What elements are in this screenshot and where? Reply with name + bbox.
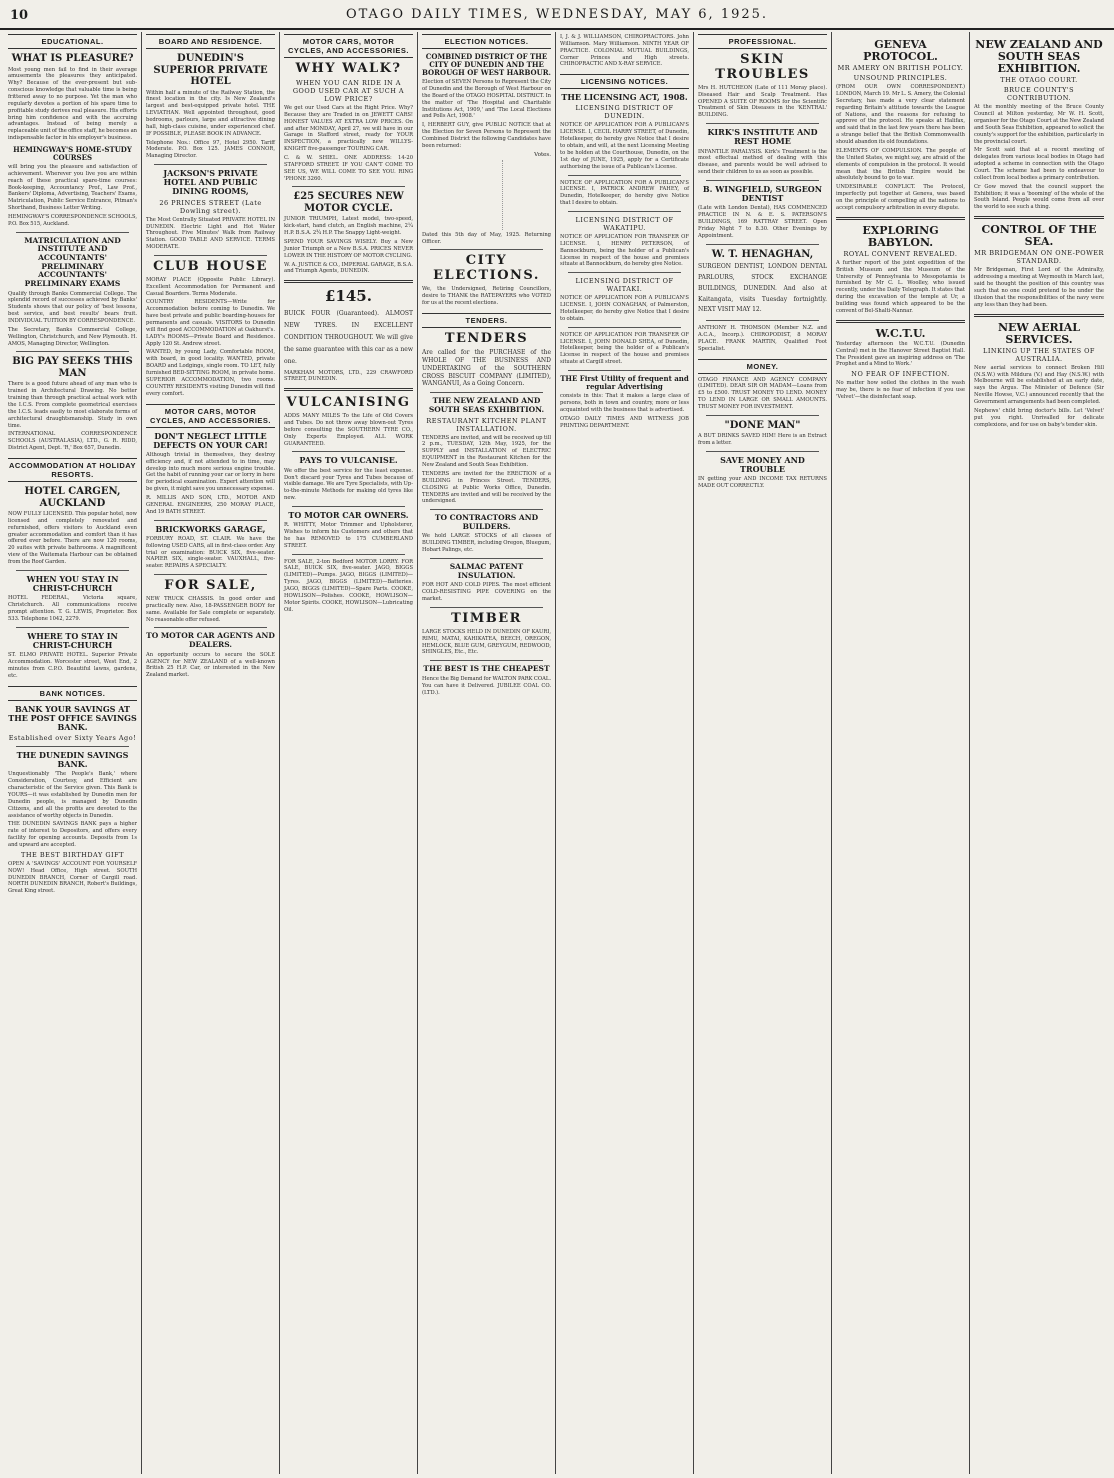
section-money: MONEY. bbox=[698, 359, 827, 374]
page-number: 10 bbox=[10, 8, 29, 23]
ad-headline: WHY WALK? bbox=[295, 61, 402, 76]
article-headline: CONTROL OF THE SEA. bbox=[981, 223, 1097, 249]
section-board-residence: BOARD AND RESIDENCE. bbox=[146, 34, 275, 49]
ad-text: Most young men fail to find in their average amusements the pleasures they anticipated. Why? Because of the ever-present but sub-conscious knowledge that valuable time is being frittered away to no purpose. Yet the man who regularly devotes a portion of his spare time to profitable study derives real pleasure. His efforts bring him confidence and with the accruing advantages. Instead of being merely a replaceable unit of the office staff, he becomes an indispensable factor in his employer's business. bbox=[8, 66, 137, 142]
ad-text: NOTICE OF APPLICATION FOR A PUBLICAN'S LICENSE. I, PATRICK ANDREW FAHEY, of Dunedin, Hotelkeeper, do hereby give Notice that I desire to obtain. bbox=[560, 179, 689, 207]
ad-headline: DUNEDIN'S SUPERIOR PRIVATE HOTEL bbox=[153, 53, 268, 87]
column-board-residence bbox=[142, 32, 280, 1474]
ad-headline: CLUB HOUSE bbox=[153, 258, 268, 274]
article-text: (FROM OUR OWN CORRESPONDENT.) LONDON, March 19. Mr L. S. Amery, the Colonial Secretary, has made a very clear statement regarding Britain's attitude towards the League of Nations, and the reasons for refusing to approve of the protocol. He speaks at Halifax, and said that in the last few years there has been a strange belief that the British Commonwealth should abandon its old foundations. bbox=[836, 84, 965, 146]
ad-subheading: LICENSING DISTRICT OF WAITAKI. bbox=[575, 277, 674, 294]
ad-headline: FOR SALE, bbox=[164, 578, 257, 594]
ad-subheading: WHEN YOU CAN RIDE IN A GOOD USED CAR AT SUCH A LOW PRICE? bbox=[292, 78, 405, 103]
ad-text: FORBURY ROAD, ST. CLAIR. We have the following USED CARS, all in first-class order. Any trial or examination: BUICK SIX, five-seater. NAPIER SIX, single-seater. VAUXHALL, five-seater. REPAIRS A SPECIALTY. bbox=[146, 535, 275, 570]
ad-text: ST. ELMO PRIVATE HOTEL. Superior Private Accommodation. Worcester street, West End, 2 minutes from C.P.O. Beautiful lawns, gardens, etc. bbox=[8, 652, 137, 679]
ad-text: The Most Centrally Situated PRIVATE HOTEL IN DUNEDIN. Electric Light and Hot Water Throughout. Five Minutes' Walk from Railway Station. GOOD TABLE AND SERVICE. TERMS MODERATE. bbox=[146, 216, 275, 251]
ad-text: Mrs H. HUTCHEON (Late of 111 Moray place). Diseased Hair and Scalp Treatment. Has OPENED A SUITE OF ROOMS for the Scientific Treatment of Skin Diseases in the 'KENTRAL' BUILDING. bbox=[698, 84, 827, 119]
ad-headline: SKIN TROUBLES bbox=[715, 52, 810, 82]
section-bank-notices: BANK NOTICES. bbox=[8, 686, 137, 701]
ad-headline: SAVE MONEY AND TROUBLE bbox=[720, 455, 805, 475]
ad-subheading: RESTAURANT KITCHEN PLANT INSTALLATION. bbox=[426, 416, 547, 433]
ad-headline: THE LICENSING ACT, 1908. bbox=[561, 92, 688, 103]
ad-text: BUICK FOUR (Guaranteed). ALMOST NEW TYRES. IN EXCELLENT CONDITION THROUGHOUT. We will give the same guarantee with this car as a new one. bbox=[284, 309, 413, 365]
ad-headline: WHEN YOU STAY IN CHRIST-CHURCH bbox=[26, 573, 119, 594]
ad-headline: TO MOTOR CAR AGENTS AND DEALERS. bbox=[146, 631, 275, 650]
ad-address: The Secretary, Banks Commercial College, Wellington, Christchurch, and New Plymouth. H. AMOS, Managing Director, Wellington. bbox=[8, 326, 137, 347]
ad-text: ADDS MANY MILES To the Life of Old Covers and Tubes. Do not throw away blown-out Tyres before consulting the SOUTHERN TYRE CO., Only Experts Employed. ALL WORK GUARANTEED. bbox=[284, 413, 413, 447]
ad-headline: TO MOTOR CAR OWNERS. bbox=[288, 509, 409, 520]
article-subheading: BRUCE COUNTY'S CONTRIBUTION. bbox=[1003, 86, 1075, 103]
ad-headline: BRICKWORKS GARAGE, bbox=[155, 523, 266, 534]
article-subheading: MR AMERY ON BRITISH POLICY. bbox=[837, 64, 964, 73]
ad-subheading: LICENSING DISTRICT OF WAKATIPU. bbox=[575, 215, 674, 232]
ad-text: THE DUNEDIN SAVINGS BANK pays a higher rate of interest to Depositors, and offers every facility for opening accounts. Deposits from 1s and upward are accepted. bbox=[8, 821, 137, 849]
column-licensing bbox=[556, 32, 694, 1474]
ad-text: We hold LARGE STOCKS of all classes of BUILDING TIMBER, including Oregon, Bluegum, Hobart Palings, etc. bbox=[422, 533, 551, 554]
ad-headline: PAYS TO VULCANISE. bbox=[299, 455, 398, 466]
ad-text: IN getting your AND INCOME TAX RETURNS MADE OUT CORRECTLY. bbox=[698, 476, 827, 490]
ad-headline: THE BEST IS THE CHEAPEST bbox=[423, 664, 550, 674]
ad-headline: HOTEL CARGEN, AUCKLAND bbox=[24, 486, 121, 509]
article-text: UNDESIRABLE CONFLICT. The Protocol, imperfectly put together at Geneva, was based on the principle of compelling all the nations to accept compulsory arbitration in every dispute. bbox=[836, 184, 965, 211]
ad-text: FOR HOT AND COLD PIPES. The most efficient COLD-RESISTING PIPE COVERING on the market. bbox=[422, 582, 551, 603]
ad-text: LARGE STOCKS HELD IN DUNEDIN OF KAURI, RIMU, MATAI, KAHIKATEA, BEECH, OREGON, HEMLOCK, BLUE GUM, GREYGUM, REDWOOD, SHINGLES, Etc., Etc. bbox=[422, 628, 551, 656]
ad-text: R. WHITTY, Motor Trimmer and Upholsterer, Wishes to inform his Customers and others that he has REMOVED to 175 CUMBERLAND STREET. bbox=[284, 522, 413, 549]
ad-address: R. MILLIS AND SON, LTD., MOTOR AND GENERAL ENGINEERS, 250 MORAY PLACE, And 19 BATH STREET. bbox=[146, 495, 275, 515]
ad-headline: SALMAC PATENT INSULATION. bbox=[449, 562, 524, 580]
ad-text: NOTICE OF APPLICATION FOR TRANSFER OF LICENSE. I, HENRY PETERSON, of Bannockburn, being the holder of a Publican's License in respect of the house and premises situate at Bannockburn, do hereby give Notice. bbox=[560, 233, 689, 268]
section-tenders: TENDERS. bbox=[422, 313, 551, 328]
ad-address: HEMINGWAY'S CORRESPONDENCE SCHOOLS, P.O. Box 515, Auckland. bbox=[8, 214, 137, 227]
newspaper-title: OTAGO DAILY TIMES, WEDNESDAY, MAY 6, 1925. bbox=[345, 7, 769, 22]
ad-headline: KIRK'S INSTITUTE AND REST HOME bbox=[707, 127, 818, 147]
article-headline: NEW ZEALAND AND SOUTH SEAS EXHIBITION. bbox=[975, 38, 1103, 76]
ad-text: NOTICE OF APPLICATION FOR A PUBLICAN'S LICENSE. I, CECIL HARRY STREET, of Dunedin, Hotelkeeper, do hereby give Notice that I desire to obtain, and will, at the next Licensing Meeting to be holden at the Courthouse, Dunedin, on the 1st day of JUNE, 1925, apply for a Certificate authorising the issue of a Publican's License. bbox=[560, 122, 689, 170]
article-text: New aerial services to connect Broken Hill (N.S.W.) with Mildura (V.) and Hay (N.S.W.) with Melbourne will be established at an early date, says the Argus. The Minister of Defence (Sir Neville Howse, V.C.) announced recently that the Government arrangements had been completed. bbox=[974, 364, 1104, 405]
ad-text: Dated this 5th day of May, 1925. Returning Officer. bbox=[422, 231, 551, 245]
ad-headline: HEMINGWAY'S HOME-STUDY COURSES bbox=[13, 144, 132, 162]
ad-text: An opportunity occurs to secure the SOLE AGENCY for NEW ZEALAND of a well-known British 25 H.P. Car, or interested in the New Zealand market. bbox=[146, 651, 275, 679]
classified-text: COUNTRY RESIDENTS—Write for Accommodation before coming to Dunedin. We have best private and public boarding-houses for permanents and casuals. VISITORS to Dunedin will find good ACCOMMODATION at Oakhurst's. LADY's ROOMS—Private Board and Residence. Apply 120 St. Andrew street. bbox=[146, 299, 275, 347]
article-text: Mr Scott said that at a recent meeting of delegates from various local bodies in Otago had adopted a scheme in connection with the Otago Court. The scheme had been to endeavour to collect from local bodies a primary contribution. bbox=[974, 147, 1104, 181]
ad-text: JUNIOR TRIUMPH, Latest model, two-speed, kick-start, hand clutch, an English machine, 2¼ H.P. B.S.A. 2¾ H.P. The Snappy Light-weight. bbox=[284, 216, 413, 237]
ad-address: INTERNATIONAL CORRESPONDENCE SCHOOLS (AUSTRALASIA), LTD., G. R. RIDD, District Agent, Dept. 'R,' Box 657, Dunedin. bbox=[8, 431, 137, 452]
ad-text: HOTEL FEDERAL, Victoria square, Christchurch. All communications receive prompt attention. T. G. LEWIS, Proprietor. Box 533. Telephone 1042, 2279. bbox=[8, 595, 137, 622]
ad-text: INFANTILE PARALYSIS. Kirk's Treatment is the most effectual method of dealing with this disease, and parents would be well advised to send their children to us as soon as possible. bbox=[698, 148, 827, 176]
ad-headline: BIG PAY SEEKS THIS MAN bbox=[12, 356, 133, 379]
ad-headline: "DONE MAN" bbox=[724, 419, 801, 431]
ad-subheading: THE BEST BIRTHDAY GIFT bbox=[21, 850, 124, 859]
section-educational: EDUCATIONAL. bbox=[8, 34, 137, 49]
article-subheading: ROYAL CONVENT REVEALED. bbox=[843, 249, 958, 258]
section-election-notices: ELECTION NOTICES. bbox=[422, 34, 551, 49]
ad-headline: COMBINED DISTRICT OF THE CITY OF DUNEDIN AND THE BOROUGH OF WEST HARBOUR. bbox=[422, 52, 551, 78]
ad-headline: DON'T NEGLECT LITTLE DEFECTS ON YOUR CAR! bbox=[153, 430, 268, 450]
classified-text: WANTED, by young Lady, Comfortable ROOM, with board, in good locality. WANTED, private BOARD and Lodgings, single room. TO LET, fully furnished BED-SITTING ROOM, in private home. SUPERIOR ACCOMMODATION, two rooms. COUNTRY RESIDENTS visiting Dunedin will find every comfort. bbox=[146, 349, 275, 397]
column-professional bbox=[694, 32, 832, 1474]
ad-text: NOW FULLY LICENSED. This popular hotel, now licensed and completely renovated and refurnished, offers visitors to Auckland even greater accommodation and comfort than it has offered ever before. There are now 120 rooms, 20 suites with private bathrooms. A magnificent view of the Waitemata Harbour can be obtained from the Roof Garden. bbox=[8, 511, 137, 566]
ad-headline: W. T. HENAGHAN, bbox=[711, 248, 814, 260]
ad-headline: THE NEW ZEALAND AND SOUTH SEAS EXHIBITION. bbox=[428, 396, 545, 414]
ad-headline: JACKSON'S PRIVATE HOTEL AND PUBLIC DINING ROOMS, bbox=[163, 168, 258, 197]
ad-text: ANTHONY H. THOMSON (Member N.Z. and A.C.A., Incorp.). CHIROPODIST, 8 MORAY PLACE. FRANK MARTIN, Qualified Foot Specialist. bbox=[698, 325, 827, 352]
ad-subheading: LICENSING DISTRICT OF DUNEDIN. bbox=[575, 104, 674, 121]
section-accommodation: ACCOMMODATION AT HOLIDAY RESORTS. bbox=[8, 458, 137, 482]
ad-text: will bring you the pleasure and satisfaction of achievement. Wherever you live you are within reach of these practical spare-time courses: Book-keeping, Accountancy Prof., Law Prof., Bankers' Diploma, Advertising, Teachers' Exams, Matriculation, Public Service Entrance, Pitman's Shorthand, Business Letter Writing. bbox=[8, 164, 137, 212]
ad-text: A BUT DRINKS SAVED HIM! Here is an Extract from a letter. bbox=[698, 433, 827, 447]
article-headline: W.C.T.U. bbox=[875, 326, 926, 340]
ad-headline: THE First Utility of frequent and regular Advertising bbox=[560, 373, 689, 392]
ad-text: Within half a minute of the Railway Station, the finest location in the city. Is New Zealand's largest and best-equipped private hotel. THE LEVIATHAN. Well appointed throughout, good bedrooms, parlours, large and attractive dining hall, high-class cuisine, under experienced chef. IF POSSIBLE, PLEASE BOOK IN ADVANCE. bbox=[146, 89, 275, 137]
section-motor-cars: MOTOR CARS, MOTOR CYCLES, AND ACCESSORIES. bbox=[146, 404, 275, 428]
ad-headline: MATRICULATION AND INSTITUTE AND ACCOUNTANTS' PRELIMINARY ACCOUNTANTS' PRELIMINARY EXAMS bbox=[24, 235, 121, 288]
ad-text: consists in this: That it makes a large class of persons, both in town and country, more or less acquainted with the business that is advertised. bbox=[560, 393, 689, 413]
ad-text: NOTICE OF APPLICATION FOR A PUBLICAN'S LICENSE. I, JOHN CONAGHAN, of Palmerston, Hotelkeeper, do hereby give Notice that I desire to obtain. bbox=[560, 295, 689, 322]
ad-headline: THE DUNEDIN SAVINGS BANK. bbox=[16, 750, 129, 770]
masthead bbox=[0, 0, 1114, 30]
ad-subheading: 26 PRINCES STREET (Late Dowling street). bbox=[159, 198, 262, 215]
section-motor-cars: MOTOR CARS, MOTOR CYCLES, AND ACCESSORIES. bbox=[284, 34, 413, 58]
ad-text: I, HERBERT GUY, give PUBLIC NOTICE that at the Election for Seven Persons to Represent the Combined District the following Candidates have been returned: bbox=[422, 122, 551, 149]
ad-text: We, the Undersigned, Retiring Councillors, desire to THANK the RATEPAYERS who VOTED for us at the recent elections. bbox=[422, 286, 551, 307]
ad-headline: TIMBER bbox=[451, 610, 522, 626]
ad-text: SPEND YOUR SAVINGS WISELY. Buy a New Junior Triumph or a New B.S.A. PRICES NEVER LOWER IN THE HISTORY OF MOTOR CYCLING. bbox=[284, 238, 413, 259]
article-text: No matter how soiled the clothes in the wash may be, there is no fear of infection if you use 'Velvet'—the disinfectant soap. bbox=[836, 380, 965, 400]
ad-headline-price: £145. bbox=[325, 287, 372, 306]
article-subheading: NO FEAR OF INFECTION. bbox=[851, 370, 950, 379]
classified-text: FOR SALE, 2-ton Bedford MOTOR LORRY. FOR SALE, BUICK SIX, five-seater. JAGO, BIGGS (LIMITED)—Pumps. JAGO, BIGGS (LIMITED)—Tyres. JAGO, BIGGS (LIMITED)—Batteries. JAGO, BIGGS (LIMITED)—Spare Parts. COOKE, HOWLISON—Polishes. COOKE, HOWLISON—Motor Spirits. COOKE, HOWLISON—Lubricating Oil. bbox=[284, 558, 413, 613]
ad-subheading: Established over Sixty Years Ago! bbox=[8, 734, 137, 743]
ad-text: (Late with London Dental), HAS COMMENCED PRACTICE IN N. & E. S. PATERSON'S BUILDINGS, 169 RATTRAY STREET. Open Friday Night 7 to 8.30. Other Evenings by Appointment. bbox=[698, 205, 827, 239]
ad-text: I, J. & J. WILLIAMSON, CHIROPRACTORS. John Williamson. Mary Williamson. NINTH YEAR OF PRACTICE. COLONIAL MUTUAL BUILDINGS, Corner Princes and High streets. CHIROPRACTIC AND X-RAY SERVICE. bbox=[560, 34, 689, 68]
ad-text: MORAY PLACE (Opposite Public Library). Excellent Accommodation for Permanent and Casual Boarders. Terms Moderate. bbox=[146, 276, 275, 297]
article-subheading: LINKING UP THE STATES OF AUSTRALIA. bbox=[983, 346, 1095, 363]
ad-text: SURGEON DENTIST, LONDON DENTAL PARLOURS, STOCK EXCHANGE BUILDINGS, DUNEDIN. And also at Kaitangata, visits Tuesday fortnightly. NEXT VISIT MAY 12. bbox=[698, 263, 827, 314]
ad-address: C. & W. SHIEL. ONE ADDRESS: 14-20 STAFFORD STREET. IF YOU CAN'T COME TO SEE US, WE WILL COME TO SEE YOU. RING 'PHONE 3260. bbox=[284, 154, 413, 182]
ad-address: Telephone Nos.: Office 97, Hotel 2950. Tariff Moderate. P.O. Box 125. JAMES CONNOR, Managing Director. bbox=[146, 139, 275, 160]
ad-text: TENDERS are invited, and will be received up till 2 p.m., TUESDAY, 12th May, 1925, for the SUPPLY and INSTALLATION of ELECTRIC EQUIPMENT in the Restaurant Kitchen for the New Zealand and South Seas Exhibition. bbox=[422, 434, 551, 469]
article-subheading: MR BRIDGEMAN ON ONE-POWER STANDARD. bbox=[974, 249, 1104, 266]
ad-text: OTAGO DAILY TIMES AND WITNESS JOB PRINTING DEPARTMENT. bbox=[560, 415, 689, 429]
ad-text: Unquestionably 'The People's Bank,' where Consideration, Courtesy, and Efficient are characteristic of the Service given. This Bank is YOURS—it was established by Dunedin men for Dunedin people, is managed by Dunedin Citizens, and all the profits are devoted to the assistance of worthy objects in Dunedin. bbox=[8, 771, 137, 819]
ad-headline: B. WINGFIELD, SURGEON DENTIST bbox=[702, 183, 823, 204]
article-text: ELEMENTS OF COMPULSION. The people of the United States, we might say, are afraid of the elements of compulsion in the protocol. It would mean that the British Empire would be absolutely bound to go to war. bbox=[836, 147, 965, 182]
ad-headline: £25 SECURES NEW MOTOR CYCLE. bbox=[293, 191, 404, 214]
newspaper-columns bbox=[4, 32, 1110, 1474]
ad-text: Election of SEVEN Persons to Represent the City of Dunedin and the Borough of West Harbour on the Board of the OTAGO HOSPITAL DISTRICT. In the matter of 'The Hospital and Charitable Institutions Act, 1909,' and 'The Local Elections and Polls Act, 1908.' bbox=[422, 79, 551, 120]
ad-text: Although trivial in themselves, they destroy efficiency and, if not attended to in time, may develop into much more serious engine trouble. Get the habit of running your car or lorry in here for periodical examination. Expert attention will be given, it might save you unnecessary expense. bbox=[146, 451, 275, 493]
column-election-tenders bbox=[418, 32, 556, 1474]
article-text: Nephews' child bring doctor's bills. Let 'Velvet' put you right. Unrivalled for delicate complexions, and for use on baby's tender skin. bbox=[974, 407, 1104, 428]
ad-text: We offer the best service for the least expense. Don't discard your Tyres and Tubes because of visible damage. We are Tyre Specialists, with Up-to-the-minute Methods for making old tyres like new. bbox=[284, 467, 413, 502]
ad-headline: CITY ELECTIONS. bbox=[433, 253, 540, 284]
ad-text: OPEN A 'SAVINGS' ACCOUNT FOR YOURSELF NOW! Head Office, High street. SOUTH DUNEDIN BRANCH, Corner of Cargill road. NORTH DUNEDIN BRANCH, Robert's Buildings, Great King street. bbox=[8, 860, 137, 895]
ad-text: There is a good future ahead of any man who is trained in Architectural Drawing. No better training than through practical actual work with the I.C.S. From complete geometrical exercises the I.C.S. leads easily to most elaborate forms of architectural draughtsmanship. Study in own time. bbox=[8, 381, 137, 429]
column-educational bbox=[4, 32, 142, 1474]
section-licensing-notices: LICENSING NOTICES. bbox=[560, 74, 689, 89]
article-headline: NEW AERIAL SERVICES. bbox=[997, 320, 1081, 346]
ad-text: Qualify through Banks Commercial College. The splendid record of successes achieved by Banks' Students shows that our policy of 'best lessons, best service, and best results' bears fruit. INDIVIDUAL TUITION BY CORRESPONDENCE. bbox=[8, 290, 137, 324]
ad-headline: WHAT IS PLEASURE? bbox=[11, 53, 134, 64]
ad-text: We get our Used Cars at the Right Price. Why? Because they are Traded in on JEWETT CARS! HONEST VALUES AT EXTRA LOW PRICES. On and after MONDAY, April 27, we will have in our Garage in Stafford street, ready for YOUR INSPECTION, a practically new WILLYS-KNIGHT five-passenger TOURING CAR. bbox=[284, 104, 413, 153]
ad-headline: VULCANISING bbox=[286, 395, 411, 411]
ad-headline: TENDERS bbox=[444, 330, 529, 346]
ad-headline: WHERE TO STAY IN CHRIST-CHURCH bbox=[27, 630, 118, 650]
ad-headline: TO CONTRACTORS AND BUILDERS. bbox=[434, 513, 539, 531]
ad-text: Are called for the PURCHASE of the WHOLE OF THE BUSINESS AND UNDERTAKING of the SOUTHERN CROSS BISCUIT COMPANY (LIMITED), WANGANUI, As a Going Concern. bbox=[422, 348, 551, 388]
article-headline: EXPLORING BABYLON. bbox=[862, 223, 939, 249]
votes-header: Votes. bbox=[534, 151, 551, 158]
article-text: Yesterday afternoon the W.C.T.U. (Dunedin Central) met in the Hanover Street Baptist Hall. The President gave an inspiring address on 'The Prophet and a Mind to Work.' bbox=[836, 340, 965, 368]
ad-headline: BANK YOUR SAVINGS AT THE POST OFFICE SAVINGS BANK. bbox=[8, 703, 137, 732]
article-headline: GENEVA PROTOCOL. bbox=[863, 38, 938, 64]
ad-address: W. A. JUSTICE & CO., IMPERIAL GARAGE, B.S.A. and Triumph Agents, DUNEDIN. bbox=[284, 261, 413, 275]
article-text: At the monthly meeting of the Bruce County Council at Milton yesterday, Mr W. H. Scott, organiser for the Otago Court at the New Zealand and South Seas Exhibition, appeared to solicit the county's support for the exhibition, particularly in the provincial court. bbox=[974, 104, 1104, 145]
ad-text: OTAGO FINANCE AND AGENCY COMPANY (LIMITED). DEAR SIR OR MADAM—Loans from £5 to £500. TRUST MONEY TO LEND. MONEY TO LEND IN LARGE OR SMALL AMOUNTS. TRUST MONEY FOR INVESTMENT. bbox=[698, 376, 827, 411]
column-news-geneva bbox=[832, 32, 970, 1474]
ad-text: NEW TRUCK CHASSIS. In good order and practically new. Also, 18-PASSENGER BODY for same. Available for Sale complete or separately. No reasonable offer refused. bbox=[146, 596, 275, 623]
ad-text: Hence the Big Demand for WALTON PARK COAL. You can have it Delivered. JUBILEE COAL CO. (LTD.). bbox=[422, 675, 551, 696]
column-news-exhibition bbox=[970, 32, 1108, 1474]
section-professional: PROFESSIONAL. bbox=[698, 34, 827, 49]
ad-text: NOTICE OF APPLICATION FOR TRANSFER OF LICENSE. I, JOHN DONALD SHEA, of Dunedin, Hotelkeeper, being the holder of a Publican's License in respect of the house and premises situate at Cargill street. bbox=[560, 331, 689, 366]
column-motor-cars bbox=[280, 32, 418, 1474]
ad-text: TENDERS are invited for the ERECTION of a BUILDING in Princes Street. TENDERS, CLOSING at Public Works Office, Dunedin. TENDERS are invited and will be received by the undersigned. bbox=[422, 470, 551, 505]
article-text: A further report of the joint expedition of the British Museum and the Museum of the University of Pennsylvania to Mesopotamia is furnished by Mr C. L. Woolley, who issued recently, under the Daily Telegraph. It states that during the excavation of the temple at Ur, a building was found which appeared to be the convent of Bel-Shalti-Nannar. bbox=[836, 259, 965, 314]
article-text: Cr Gow moved that the council support the Exhibition; it was a 'booming' of the whole of the South Island. People would come from all over the world to see such a thing. bbox=[974, 183, 1104, 211]
ad-address: MARKHAM MOTORS, LTD., 229 CRAWFORD STREET, DUNEDIN. bbox=[284, 369, 413, 383]
article-subheading: THE OTAGO COURT. bbox=[1000, 76, 1078, 85]
article-text: Mr Bridgeman, First Lord of the Admiralty, addressing a meeting at Weymouth in March last, said he thought the position of this country was such that no one could pretend to be under the illusion that the responsibilities of the navy were any less than they had been. bbox=[974, 267, 1104, 308]
article-subheading: UNSOUND PRINCIPLES. bbox=[853, 74, 948, 83]
